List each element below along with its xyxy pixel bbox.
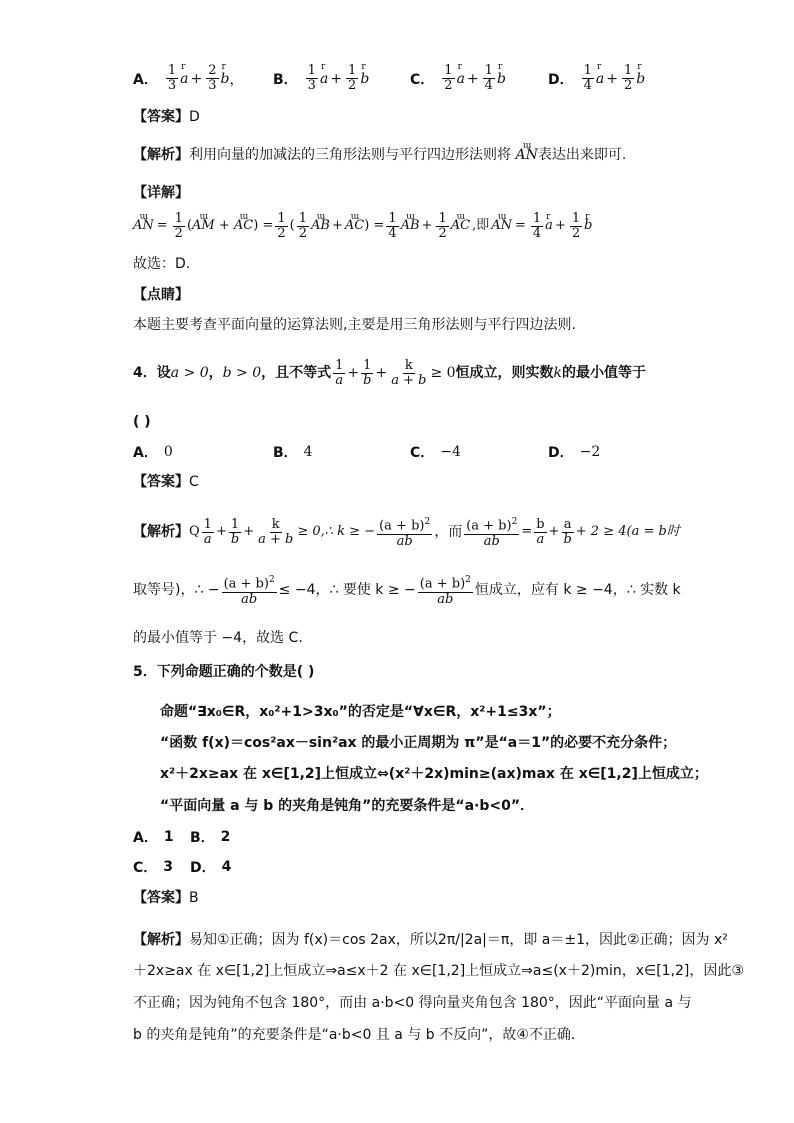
q3-option-a[interactable]: A． $\frac{1}{3}$ r a + $\frac{2}{3}$ r b ， [133,64,243,93]
q3-option-b[interactable]: B． $\frac{1}{3}$ r a + $\frac{1}{2}$ r b [273,64,369,93]
q3-analysis: 【解析】利用向量的加减法的三角形法则与平行四边形法则将 ɯ AN表达出来即可. [133,145,734,165]
q3-comment-heading: 【点睛】 [133,287,189,303]
q5-option-c[interactable]: C． 3 [133,859,174,876]
q4-option-b[interactable]: B． 4 [273,444,313,461]
q3-detail-final: 故选：D. [133,256,191,272]
q3-answer: 【答案】D [133,109,200,125]
q5-answer: 【答案】B [133,890,199,906]
q4-answer: 【答案】C [133,474,199,490]
q4-paren: ( ) [133,414,151,430]
q5-option-a[interactable]: A． 1 [133,829,174,846]
q5-analysis-line-4: b 的夹角是钝角”的充要条件是“a·b<0 且 a 与 b 不反向”，故④不正确． [133,1027,585,1043]
q5-analysis-line-1: 【解析】易知①正确；因为 f(x)＝cos 2ax，所以2π/|2a|＝π，即 a＝±1，因此②正确；因为 x² [133,932,728,948]
q5-option-b[interactable]: B． 2 [190,829,231,846]
q5-item-4: “平面向量 a 与 b 的夹角是钝角”的充要条件是“a·b<0”． [160,798,535,814]
q5-item-1: 命题“∃x₀∈R，x₀²+1>3x₀”的否定是“∀x∈R，x²+1≤3x”； [160,704,561,720]
q4-analysis-line-3: 的最小值等于 −4，故选 C. [133,630,303,646]
q5-analysis-line-2: ＋2x≥ax 在 x∈[1,2]上恒成立⇒a≤x＋2 在 x∈[1,2]上恒成立⇒a≤(x＋2)min，x∈[1,2]，因此③ [133,963,744,979]
q5-item-2: “函数 f(x)＝cos²ax－sin²ax 的最小正周期为 π”是“a＝1”的必要不充分条件； [160,735,677,751]
q5-option-d[interactable]: D． 4 [190,859,232,876]
q4-option-a[interactable]: A． 0 [133,444,173,461]
q4-stem: 4． 设 a > 0 ， b > 0 ，且不等式 $\frac{1}{a}$ + $\frac{1}{b}$ + $\frac{k}{a + b}$ ≥ 0 恒成立，则实数 k 的最小值等于 [133,357,647,388]
q5-stem: 5．下列命题正确的个数是( ) [133,664,315,680]
q3-comment: 本题主要考查平面向量的运算法则,主要是用三角形法则与平行四边法则. [133,317,576,333]
q3-option-c[interactable]: C． $\frac{1}{2}$ r a + $\frac{1}{4}$ r b [410,64,506,93]
q4-option-d[interactable]: D． −2 [548,444,601,461]
q5-analysis-line-3: 不正确；因为钝角不包含 180°，而由 a·b<0 得向量夹角包含 180°，因此“平面向量 a 与 [133,995,692,1011]
q3-detail-heading: 【详解】 [133,185,189,201]
q3-option-d[interactable]: D． $\frac{1}{4}$ r a + $\frac{1}{2}$ r b [548,64,645,93]
q5-item-3: x²＋2x≥ax 在 x∈[1,2]上恒成立⇔(x²＋2x)min≥(ax)max 在 x∈[1,2]上恒成立； [160,766,708,782]
q4-analysis-line-2: 取等号)，∴ − $\frac{(a + b)^2}{ab}$ ≤ −4，∴ 要使 k ≥ − $\frac{(a + b)^2}{ab}$ 恒成立，应有 k ≥ −4，∴ 实数 k [133,575,681,607]
q3-detail-formula: ɯ AN = $\frac{1}{2}$ (ɯ AM + ɯ AC) = $\frac{1}{2}$ ( $\frac{1}{2}$ ɯ AB + ɯ AC ) = $\frac{1}{4}$ ɯ AB + $\frac{1}{2}$ ɯ AC ,即 ɯ AN = $\frac{1}{4}$ r a + $\frac{1}{2}$ r b [133,208,734,244]
q4-analysis-line-1: 【解析】 Q $\frac{1}{a}$ + $\frac{1}{b}$ + $\frac{k}{a + b}$ ≥ 0,∴ k ≥ − $\frac{(a + b)^2}{ab}$ ，而 $\frac{(a + b)^2}{ab}$ = $\frac{b}{a}$ + $\frac{a}{b}$ + 2 ≥ 4(a = b时 [133,516,680,549]
q4-option-c[interactable]: C． −4 [410,444,461,461]
